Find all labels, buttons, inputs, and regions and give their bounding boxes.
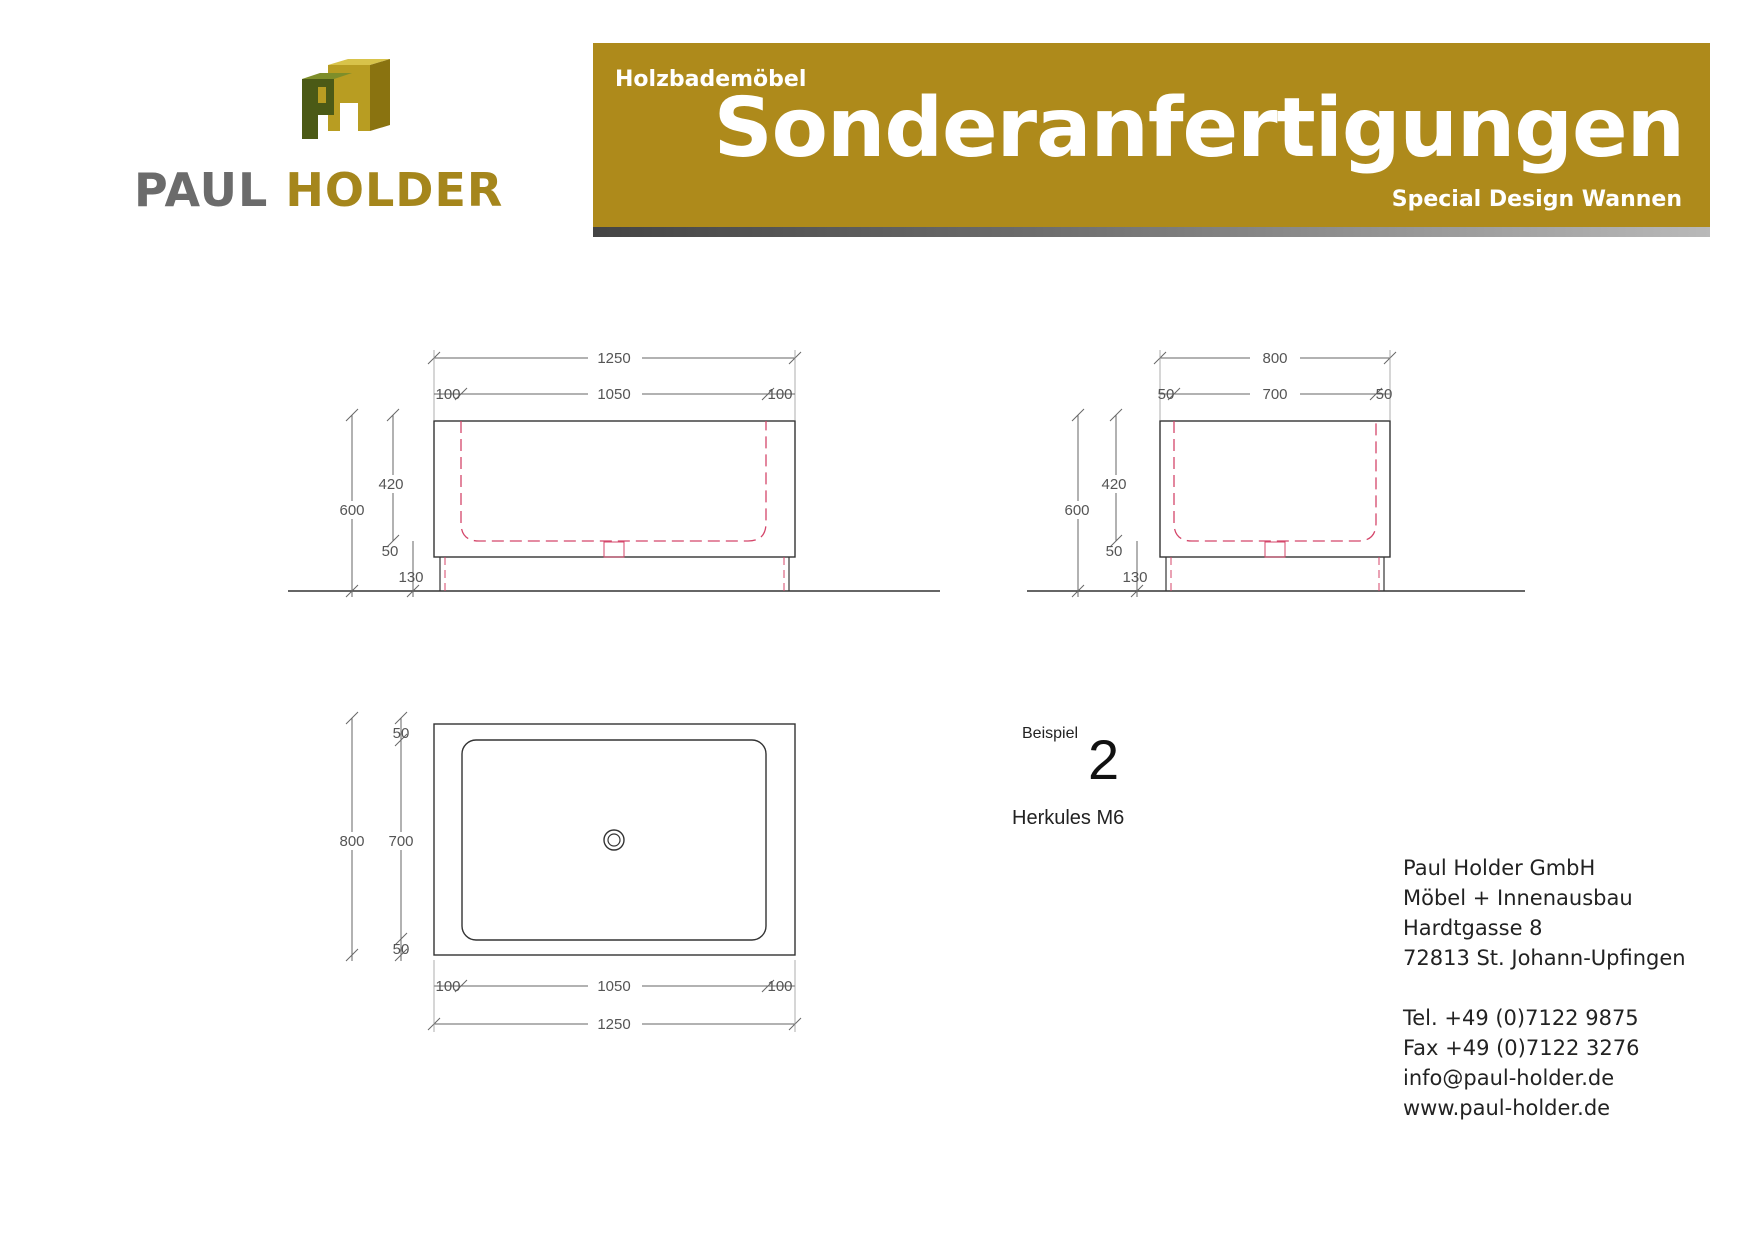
dim-front-base: 50 xyxy=(381,543,399,560)
logo-word-holder: HOLDER xyxy=(285,163,504,217)
dim-side-height: 600 xyxy=(1064,502,1090,519)
example-label: Beispiel xyxy=(1022,725,1079,742)
banner-category: Holzbademöbel xyxy=(615,67,807,92)
dim-top-bottom-wall: 50 xyxy=(392,941,410,958)
dim-top-inner-width: 1050 xyxy=(597,978,631,995)
dim-front-total-width: 1250 xyxy=(597,350,631,367)
contact-city: 72813 St. Johann-Upfingen xyxy=(1403,946,1686,970)
dim-front-inner-width: 1050 xyxy=(597,386,631,403)
front-view xyxy=(288,348,940,597)
contact-line2: Möbel + Innenausbau xyxy=(1403,886,1633,910)
dim-side-right-wall: 50 xyxy=(1375,386,1393,403)
contact-web[interactable]: www.paul-holder.de xyxy=(1403,1096,1611,1120)
dim-top-total-width: 1250 xyxy=(597,1016,631,1033)
logo-word-paul: PAUL xyxy=(134,163,269,217)
example-number: 2 xyxy=(1088,728,1120,791)
dim-side-left-wall: 50 xyxy=(1157,386,1175,403)
dim-front-foot: 130 xyxy=(398,569,424,586)
dim-side-inner-width: 700 xyxy=(1262,386,1288,403)
side-view xyxy=(1027,348,1525,597)
dim-front-inner-height: 420 xyxy=(378,476,404,493)
contact-block xyxy=(1403,853,1733,1123)
contact-email[interactable]: info@paul-holder.de xyxy=(1403,1066,1615,1090)
contact-fax: Fax +49 (0)7122 3276 xyxy=(1403,1036,1640,1060)
top-view xyxy=(332,712,801,1033)
banner-subtitle: Special Design Wannen xyxy=(1391,187,1682,212)
dim-side-foot: 130 xyxy=(1122,569,1148,586)
dim-side-base: 50 xyxy=(1105,543,1123,560)
banner-title: Sonderanfertigungen xyxy=(713,81,1684,176)
drain-icon xyxy=(604,830,624,850)
dim-front-left-wall: 100 xyxy=(435,386,461,403)
dim-top-right-wall: 100 xyxy=(767,978,793,995)
dim-front-height: 600 xyxy=(339,502,365,519)
dim-top-inner-depth: 700 xyxy=(388,833,414,850)
dim-side-total-width: 800 xyxy=(1262,350,1288,367)
example-model: Herkules M6 xyxy=(1012,807,1125,829)
contact-company: Paul Holder GmbH xyxy=(1403,856,1596,880)
contact-street: Hardtgasse 8 xyxy=(1403,916,1543,940)
dim-top-top-wall: 50 xyxy=(392,725,410,742)
contact-tel: Tel. +49 (0)7122 9875 xyxy=(1403,1006,1639,1030)
dim-side-inner-height: 420 xyxy=(1101,476,1127,493)
example-label-block xyxy=(1012,725,1182,835)
dim-top-total-depth: 800 xyxy=(339,833,365,850)
dim-front-right-wall: 100 xyxy=(767,386,793,403)
dim-top-left-wall: 100 xyxy=(435,978,461,995)
